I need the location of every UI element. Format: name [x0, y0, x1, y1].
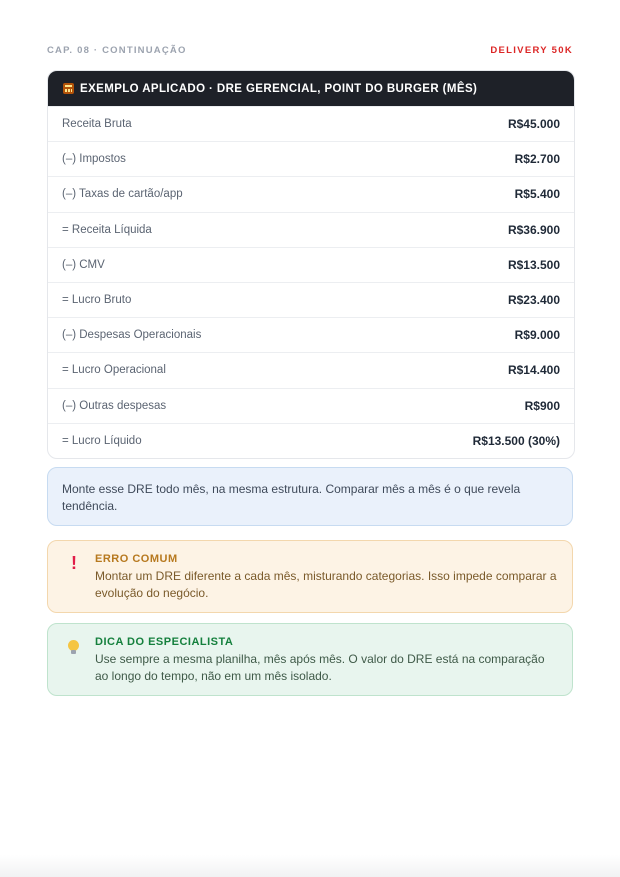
- table-row: [48, 317, 574, 352]
- row-value: R$2.700: [514, 152, 560, 167]
- table-row: [48, 106, 574, 141]
- row-label: = Lucro Líquido: [62, 434, 142, 447]
- row-value: R$45.000: [507, 117, 560, 132]
- table-row: [48, 388, 574, 423]
- row-value: R$23.400: [507, 293, 560, 308]
- table-row: [48, 282, 574, 317]
- warning-text: Montar um DRE diferente a cada mês, misturando categorias. Isso impede comparar a evolução do negócio.: [95, 569, 557, 600]
- row-label: Receita Bruta: [62, 118, 132, 131]
- row-label: (–) Despesas Operacionais: [62, 329, 202, 342]
- row-label: (–) Impostos: [62, 153, 126, 166]
- exclamation-icon: !: [71, 553, 77, 573]
- warning-title: ERRO COMUM: [95, 553, 178, 565]
- row-value: R$36.900: [507, 222, 560, 237]
- brand-label: DELIVERY 50K: [490, 45, 573, 56]
- chapter-label: CAP. 08 · CONTINUAÇÃO: [47, 45, 187, 56]
- table-row: [48, 141, 574, 176]
- row-label: = Lucro Operacional: [62, 364, 166, 377]
- table-header: [48, 71, 574, 106]
- page-bottom-edge: [0, 855, 620, 877]
- page-header: [47, 45, 573, 56]
- row-label: (–) Taxas de cartão/app: [62, 188, 183, 201]
- tip-title: DICA DO ESPECIALISTA: [95, 636, 234, 648]
- table-row: [48, 423, 574, 458]
- row-value: R$5.400: [514, 187, 560, 202]
- row-value: R$9.000: [514, 328, 560, 343]
- info-note: [47, 467, 573, 526]
- row-value: R$13.500: [507, 257, 560, 272]
- info-note-text: Monte esse DRE todo mês, na mesma estrutura. Comparar mês a mês é o que revela tendência.: [62, 482, 521, 513]
- calculator-icon: [63, 83, 74, 94]
- dre-table: [47, 70, 575, 459]
- warning-callout: [47, 540, 573, 613]
- tip-text: Use sempre a mesma planilha, mês após mês. O valor do DRE está na comparação ao longo do tempo, não em um mês isolado.: [95, 652, 545, 683]
- table-row: [48, 176, 574, 211]
- table-row: [48, 352, 574, 387]
- row-value: R$13.500 (30%): [472, 433, 560, 448]
- row-value: R$900: [524, 398, 560, 413]
- row-label: (–) Outras despesas: [62, 399, 167, 412]
- table-title: EXEMPLO APLICADO · DRE GERENCIAL, POINT DO BURGER (MÊS): [80, 82, 478, 95]
- table-row: [48, 247, 574, 282]
- row-label: = Lucro Bruto: [62, 294, 132, 307]
- lightbulb-icon: [66, 636, 82, 660]
- row-label: (–) CMV: [62, 258, 105, 271]
- row-value: R$14.400: [507, 363, 560, 378]
- tip-callout: [47, 623, 573, 696]
- table-row: [48, 212, 574, 247]
- row-label: = Receita Líquida: [62, 223, 152, 236]
